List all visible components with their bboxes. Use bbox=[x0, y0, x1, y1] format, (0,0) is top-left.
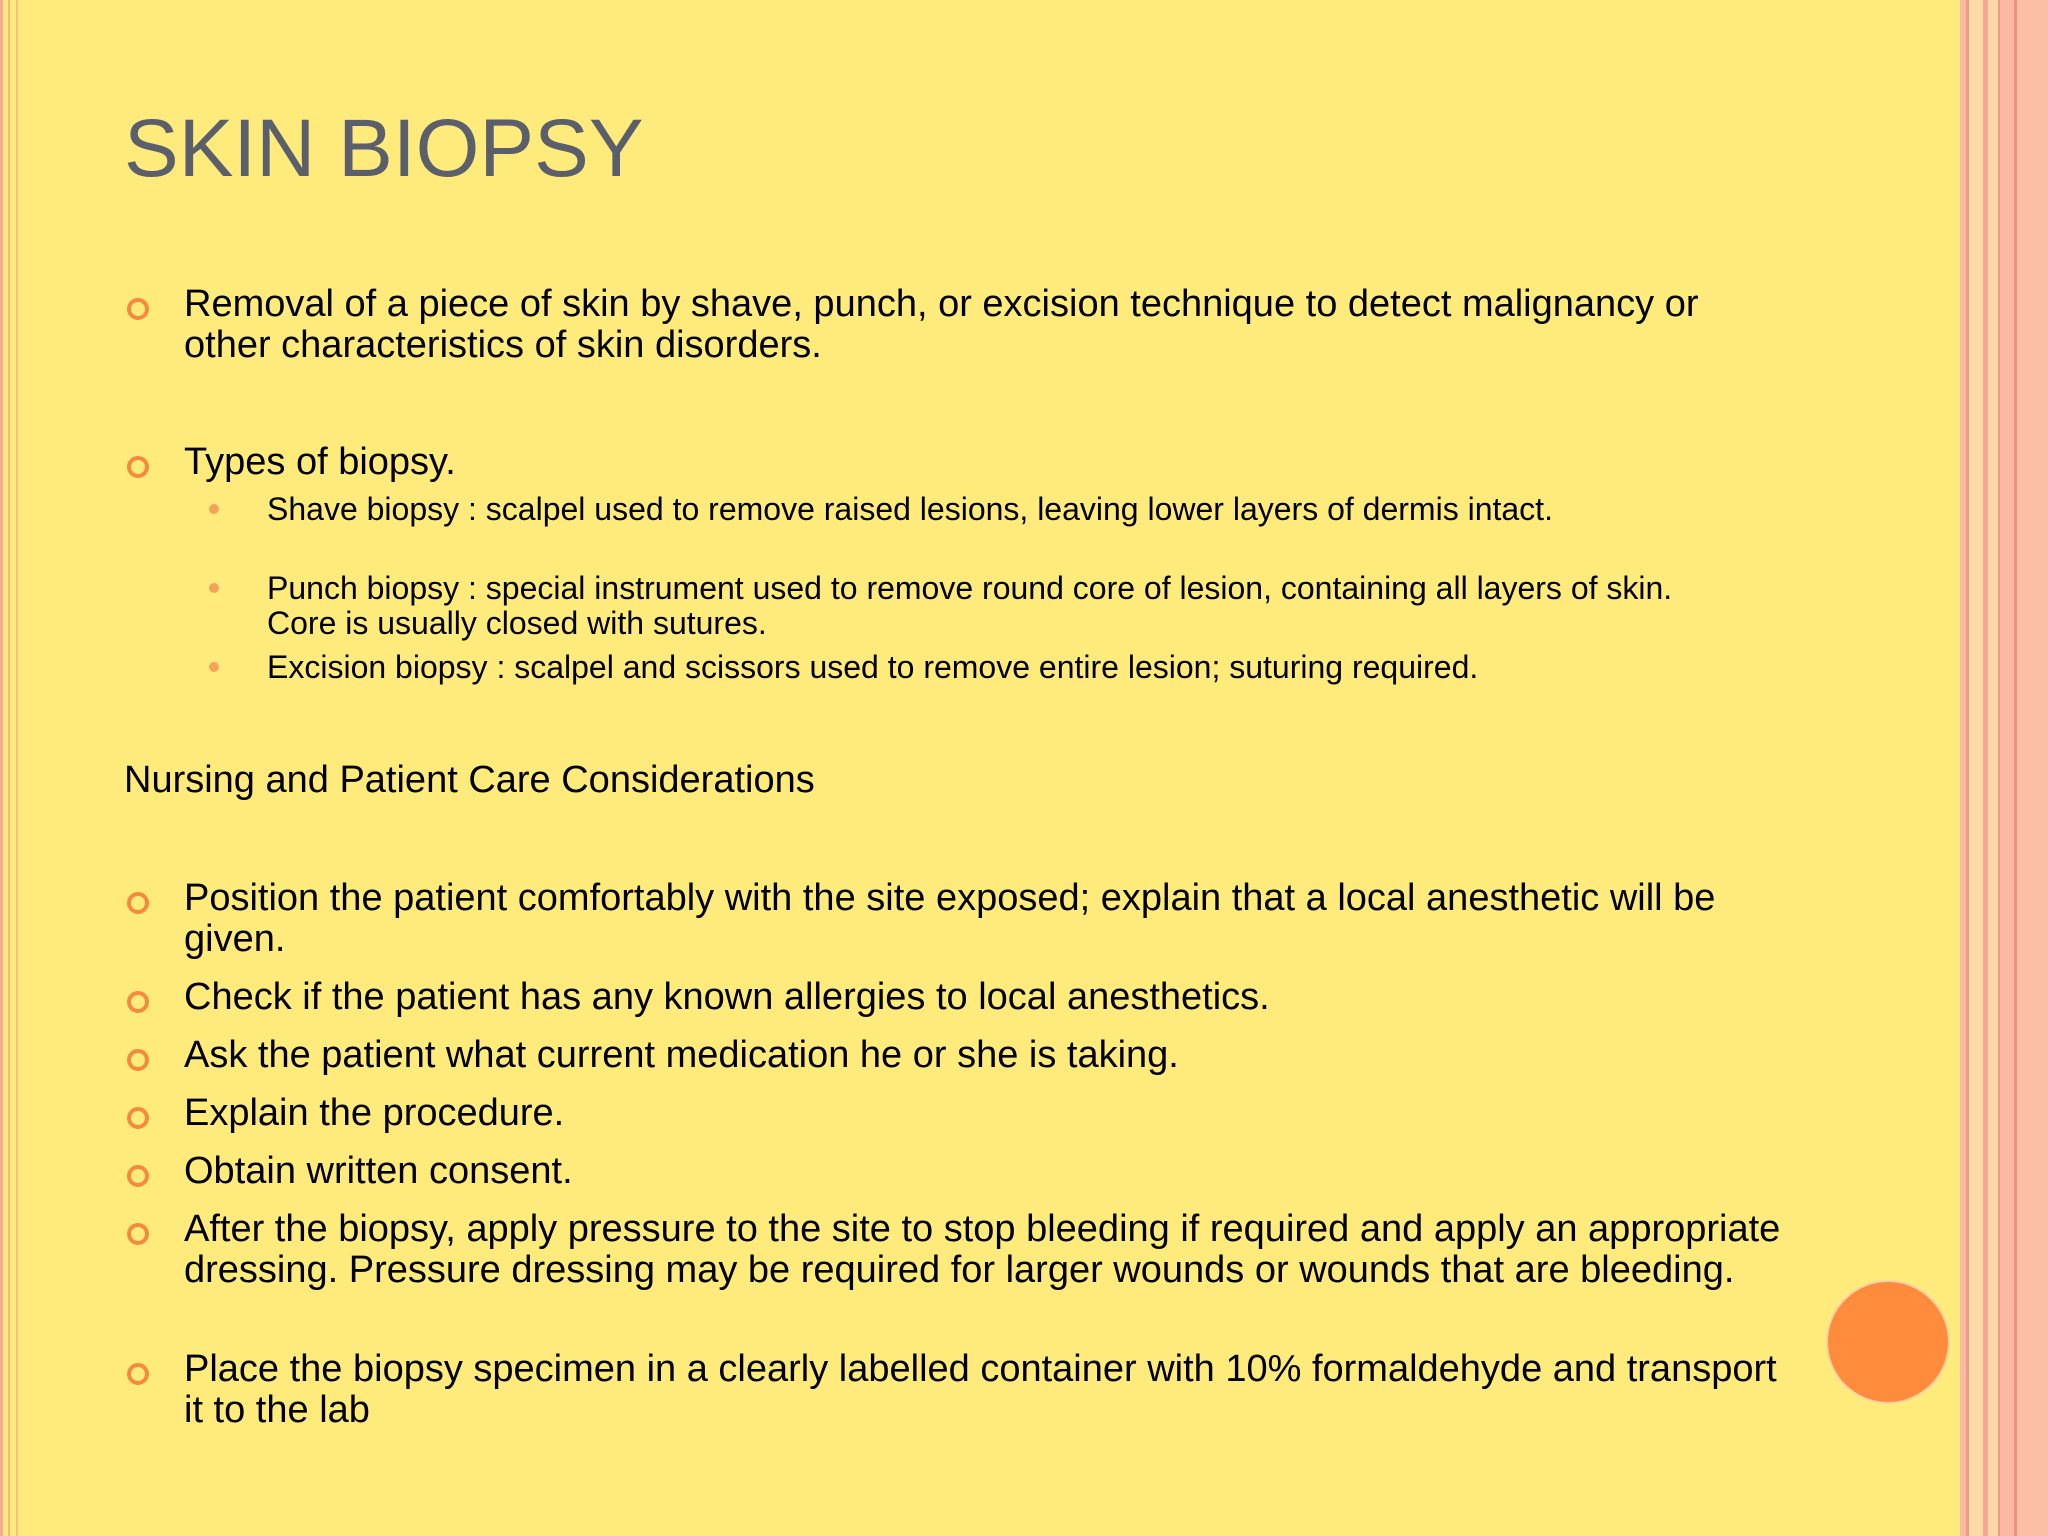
bullet-item-definition bbox=[184, 284, 1784, 366]
bullet-text: Check if the patient has any known allergies to local anesthetics. bbox=[184, 976, 1270, 1018]
right-decorative-stripe bbox=[2000, 0, 2014, 1536]
dot-bullet-icon bbox=[209, 504, 219, 514]
sub-bullet-shave-biopsy bbox=[267, 492, 1747, 527]
care-item-specimen bbox=[184, 1349, 1784, 1431]
decorative-orange-circle bbox=[1826, 1280, 1950, 1404]
left-border-line bbox=[0, 0, 3, 1536]
bullet-text: After the biopsy, apply pressure to the site to stop bleeding if required and apply an appropriate dressing. Pressure dressing may be required for larger wounds or wounds that are bleeding. bbox=[184, 1208, 1781, 1291]
dot-bullet-icon bbox=[209, 583, 219, 593]
care-item-explain bbox=[184, 1093, 1784, 1134]
section-heading: Nursing and Patient Care Considerations bbox=[124, 759, 815, 801]
left-border-line bbox=[8, 0, 10, 1536]
bullet-text: Ask the patient what current medication he or she is taking. bbox=[184, 1034, 1179, 1076]
bullet-text: Obtain written consent. bbox=[184, 1150, 573, 1192]
bullet-text: Removal of a piece of skin by shave, punch, or excision technique to detect malignancy or other characteristics of skin disorders. bbox=[184, 283, 1699, 366]
care-item-consent bbox=[184, 1151, 1784, 1192]
bullet-text: Explain the procedure. bbox=[184, 1092, 565, 1134]
sub-bullet-punch-biopsy bbox=[267, 571, 1747, 641]
ring-bullet-icon bbox=[127, 298, 149, 320]
left-border-line bbox=[16, 0, 18, 1536]
care-item-medication bbox=[184, 1035, 1784, 1076]
ring-bullet-icon bbox=[127, 1165, 149, 1187]
sub-bullet-text: Punch biopsy : special instrument used to remove round core of lesion, containing all layers of skin. Core is usually closed with sutures. bbox=[267, 570, 1673, 641]
sub-bullet-excision-biopsy bbox=[267, 650, 1747, 685]
ring-bullet-icon bbox=[127, 991, 149, 1013]
care-item-after-biopsy bbox=[184, 1209, 1784, 1291]
sub-bullet-text: Shave biopsy : scalpel used to remove raised lesions, leaving lower layers of dermis intact. bbox=[267, 491, 1553, 527]
ring-bullet-icon bbox=[127, 1363, 149, 1385]
ring-bullet-icon bbox=[127, 892, 149, 914]
ring-bullet-icon bbox=[127, 1049, 149, 1071]
bullet-item-types bbox=[184, 442, 1784, 483]
care-item-allergies bbox=[184, 977, 1784, 1018]
dot-bullet-icon bbox=[209, 662, 219, 672]
slide-title: SKIN BIOPSY bbox=[124, 103, 644, 194]
bullet-text: Types of biopsy. bbox=[184, 441, 456, 483]
ring-bullet-icon bbox=[127, 1223, 149, 1245]
right-decorative-stripe bbox=[2017, 0, 2048, 1536]
care-item-position bbox=[184, 878, 1784, 960]
right-decorative-stripe bbox=[1988, 0, 1998, 1536]
ring-bullet-icon bbox=[127, 456, 149, 478]
right-decorative-stripe bbox=[1969, 0, 1983, 1536]
ring-bullet-icon bbox=[127, 1107, 149, 1129]
bullet-text: Position the patient comfortably with the site exposed; explain that a local anesthetic will be given. bbox=[184, 877, 1716, 960]
sub-bullet-text: Excision biopsy : scalpel and scissors used to remove entire lesion; suturing required. bbox=[267, 649, 1479, 685]
bullet-text: Place the biopsy specimen in a clearly labelled container with 10% formaldehyde and transport it to the lab bbox=[184, 1348, 1777, 1431]
